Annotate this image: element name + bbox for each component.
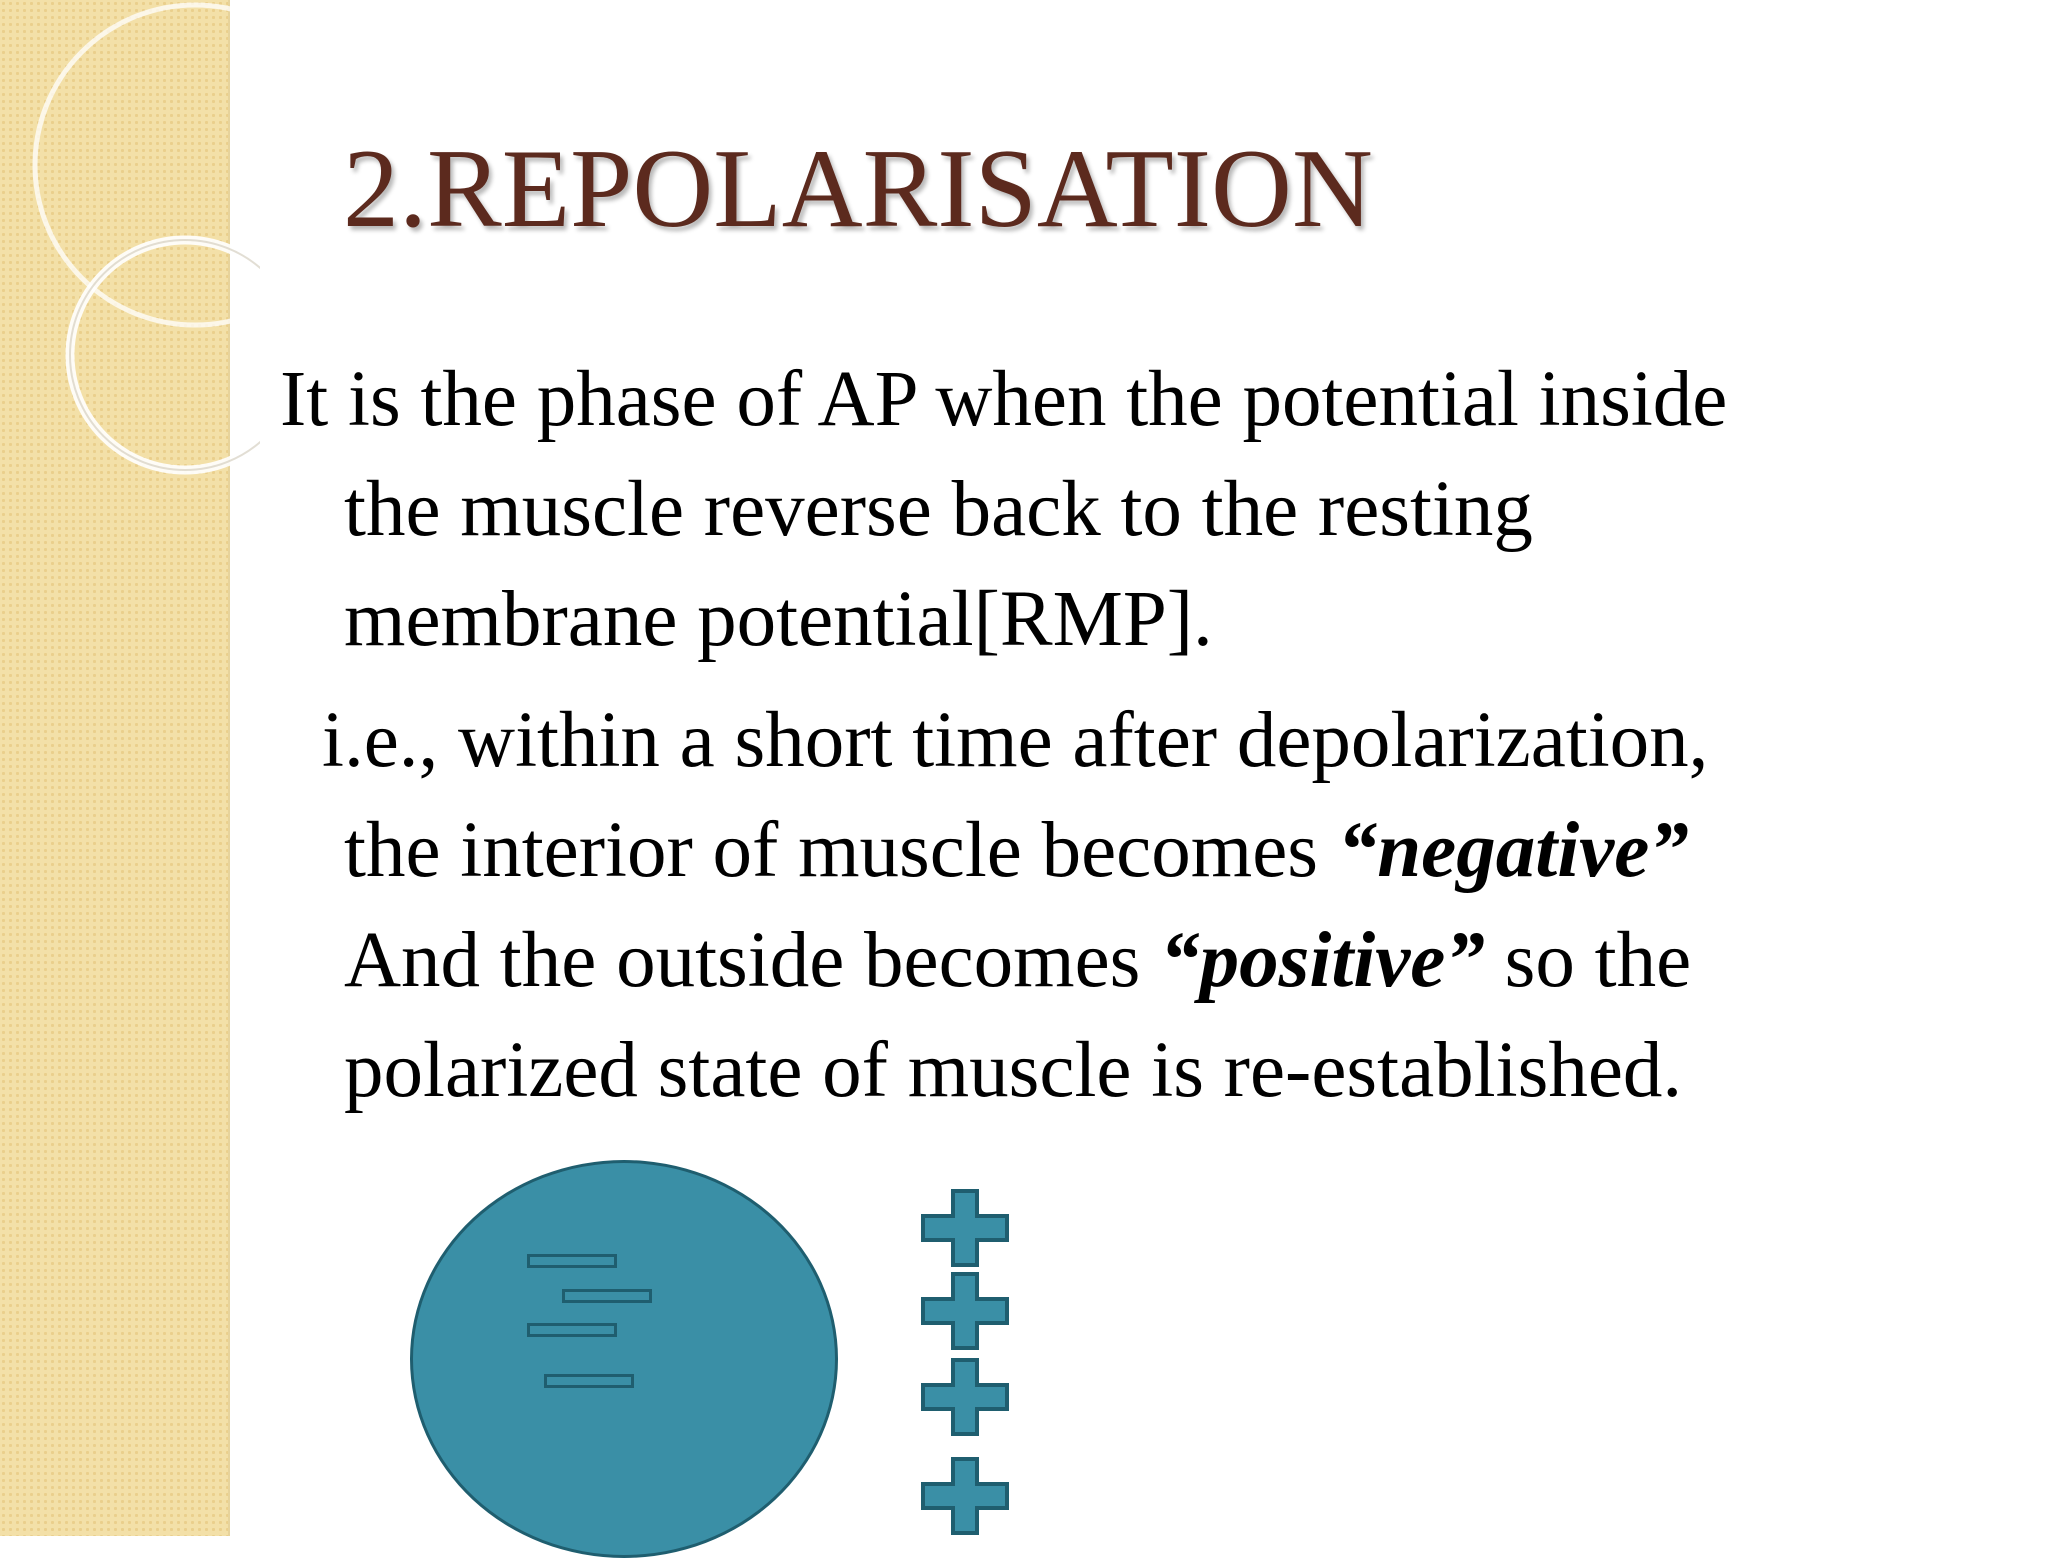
minus-icon: [544, 1374, 634, 1388]
plus-icon: [920, 1456, 1010, 1536]
muscle-cell-diagram: [410, 1160, 838, 1558]
definition-line-1: It is the phase of AP when the potential inside: [280, 356, 1728, 443]
positive-emphasis: “positive”: [1160, 917, 1485, 1004]
minus-icon: [562, 1289, 652, 1303]
explanation-line-3-text-b: so the: [1484, 917, 1692, 1004]
explanation-paragraph: [322, 686, 1708, 1126]
explanation-line-2: [322, 796, 1708, 906]
negative-emphasis: “negative”: [1337, 807, 1689, 894]
definition-line-3: membrane potential[RMP].: [344, 576, 1213, 663]
explanation-line-2-text: the interior of muscle becomes: [344, 807, 1338, 894]
explanation-line-3-text-a: And the outside becomes: [344, 917, 1161, 1004]
definition-paragraph: [280, 345, 1727, 675]
plus-icon: [920, 1271, 1010, 1351]
explanation-line-3: [322, 906, 1708, 1016]
plus-icon: [920, 1357, 1010, 1437]
minus-icon: [527, 1254, 617, 1268]
definition-line-2: the muscle reverse back to the resting: [344, 466, 1533, 553]
explanation-line-1: i.e., within a short time after depolarization,: [322, 697, 1709, 784]
plus-icon: [920, 1188, 1010, 1268]
explanation-line-4: polarized state of muscle is re-established.: [344, 1027, 1683, 1114]
minus-icon: [527, 1323, 617, 1337]
slide-title: 2.REPOLARISATION: [343, 127, 1373, 251]
decorative-rings: [0, 0, 260, 520]
